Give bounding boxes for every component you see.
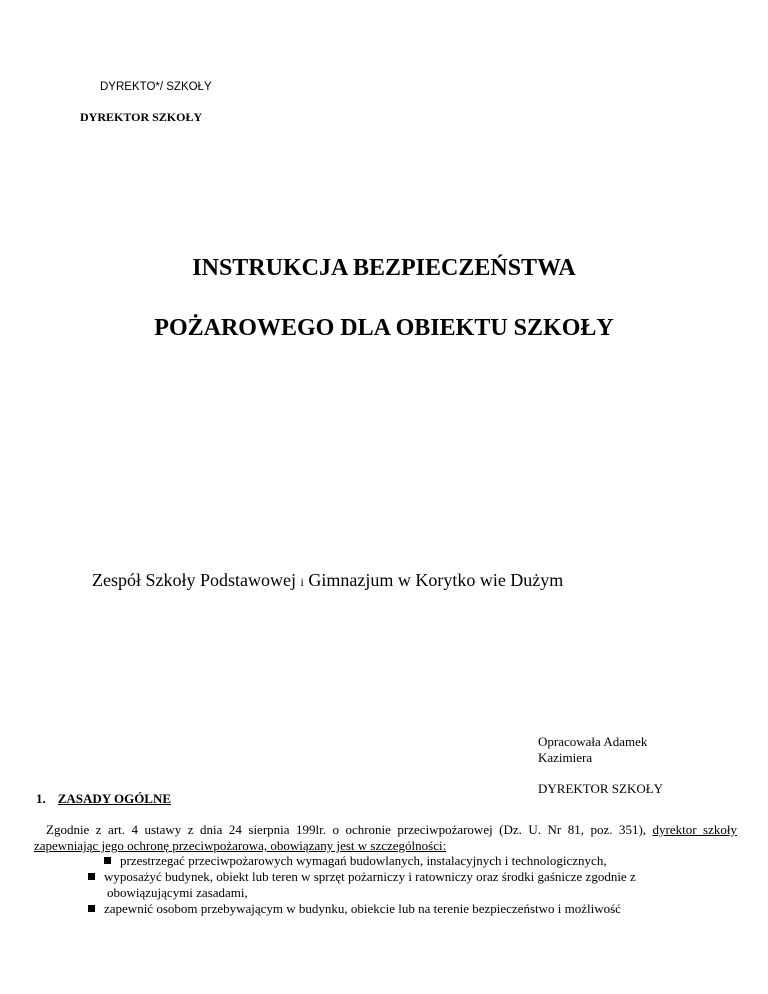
list-item-continuation: obowiązującymi zasadami,: [107, 885, 248, 900]
paragraph-text: Zgodnie z art. 4 ustawy z dnia 24 sierpnia 199lr. o ochronie przeciwpożarowej (Dz. U. Nr 81, poz. 351),: [46, 822, 653, 837]
bullet-square-icon: [88, 873, 95, 880]
section-heading: [36, 791, 171, 807]
section-paragraph: [34, 822, 737, 854]
school-name: [92, 570, 563, 591]
section-title: ZASADY OGÓLNE: [57, 791, 172, 806]
list-item-text: zapewnić osobom przebywającym w budynku, obiekcie lub na terenie bezpieczeństwo i możliwość: [104, 901, 621, 916]
author-block: [538, 734, 647, 766]
author-line-1: Opracowała Adamek: [538, 734, 648, 749]
header-director: DYREKTOR SZKOŁY: [80, 110, 203, 124]
list-item: [88, 869, 636, 885]
school-name-part-1: Zespół Szkoły Podstawowej: [92, 570, 301, 590]
school-name-part-2: Gimnazjum w Korytko wie Dużym: [303, 570, 564, 590]
list-item-text: przestrzegać przeciwpożarowych wymagań budowlanych, instalacyjnych i technologicznych,: [120, 853, 607, 868]
list-item: [104, 853, 607, 869]
document-title-line-1: INSTRUKCJA BEZPIECZEŃSTWA: [192, 255, 576, 281]
list-item-text: wyposażyć budynek, obiekt lub teren w sprzęt pożarniczy i ratowniczy oraz środki gaśnicze zgodnie z: [104, 869, 636, 884]
school-name-conjunction: i: [300, 575, 304, 589]
paragraph-underlined-text: dyrektor szkoły zapewniając jego ochronę przeciwpożarowa, obowiązany jest w szczególności:: [34, 822, 737, 853]
header-school-name: DYREKTO*/ SZKOŁY: [100, 81, 212, 93]
document-title-line-2: POŻAROWEGO DLA OBIEKTU SZKOŁY: [154, 315, 614, 341]
bullet-square-icon: [104, 857, 111, 864]
author-line-2: Kazimiera: [538, 750, 593, 765]
bullet-square-icon: [88, 905, 95, 912]
list-item: [88, 901, 621, 917]
section-number: 1.: [36, 791, 46, 806]
author-role: DYREKTOR SZKOŁY: [538, 781, 664, 796]
